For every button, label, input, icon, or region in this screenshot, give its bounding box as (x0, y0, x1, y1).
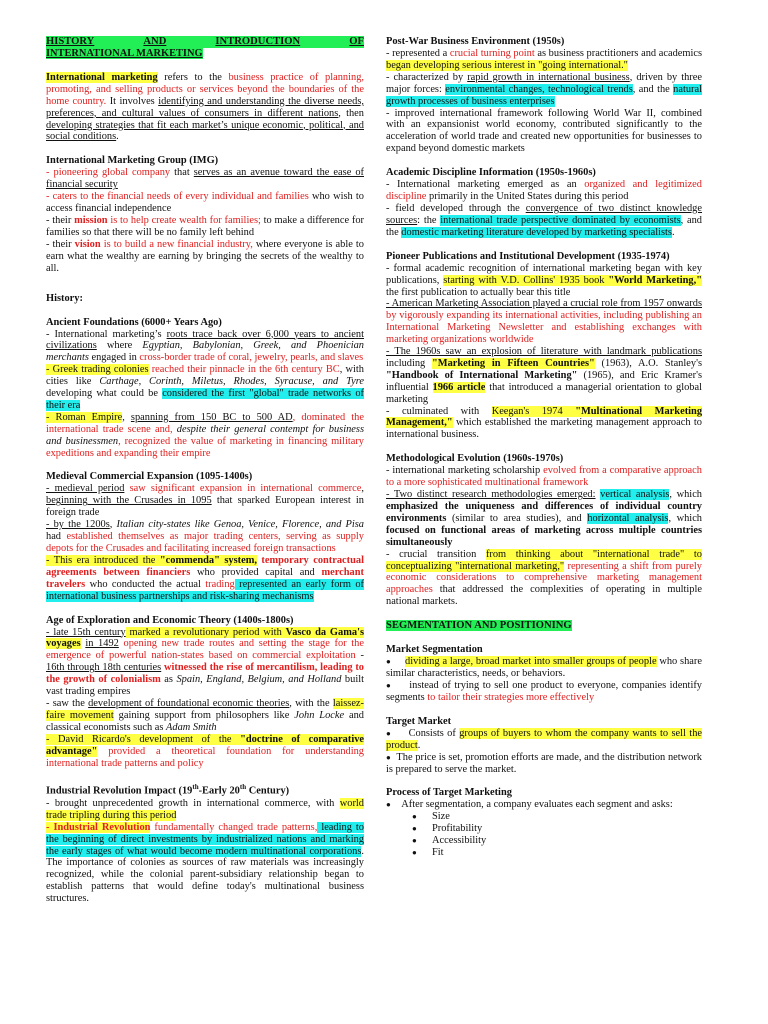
me-p3-a: - crucial transition (386, 548, 486, 560)
anc-p3-red1: , dominated the international trade scene and, (46, 411, 364, 435)
industrial-p1 (46, 798, 364, 822)
exp-p3-hl: - David Ricardo's development of the (46, 733, 241, 745)
method-p2 (386, 489, 702, 549)
method-heading: Methodological Evolution (1960s-1970s) (386, 453, 564, 465)
right-column (386, 36, 702, 859)
ac-p2-d: . (671, 226, 675, 238)
ac-p1-red: organized and legitimized discipline (386, 179, 702, 203)
med-p3-hlb: "commenda" system, (159, 554, 257, 566)
me-p1-a: - international marketing scholarship (386, 465, 544, 477)
exp-p3-red: provided a theoretical foundation for understanding international trade patterns and policy (46, 745, 364, 769)
img-l1-red: - pioneering global company (46, 167, 171, 179)
exp-p2-i: John Locke (294, 709, 345, 721)
exp-p1-i: Spain, England, Belgium, and Holland (176, 674, 342, 686)
anc-p1-i: Egyptian, Babylonian, Greek, and Phoenician merchants (46, 340, 364, 364)
pi-p1-hlb: "World Marketing," (608, 274, 702, 286)
process-criteria-list (386, 811, 702, 859)
pi-p2-red: by vigorously expanding its international activities, including publishing an International Marketing Newsletter and establishing exchanges with marketing organizations worldwide (386, 310, 702, 346)
bullet-icon: ● (386, 800, 391, 810)
anc-p3-i: despite their general contempt for business and businessmen (46, 423, 364, 447)
exp-p1-hl: marked a revolutionary period with (125, 626, 286, 638)
pi-p4-hlb: "Multinational Marketing Management," (386, 405, 703, 429)
ms-b1-a: who share similar characteristics, needs, or behaviors. (386, 656, 702, 680)
bullet-icon: ● (386, 728, 392, 738)
pw-p2-b: , driven by three major forces: (386, 71, 702, 95)
target-heading: Target Market (386, 715, 452, 727)
industrial-p2 (46, 822, 364, 905)
postwar-heading: Post-War Business Environment (1950s) (386, 36, 565, 47)
ind-h-c: Century) (246, 785, 290, 797)
exp-p2-a: - saw the (46, 697, 89, 709)
ind-p2-a: . The importance of colonies as sources of raw materials was increasingly recognized, while the colonial parent-subsidiary relationship began to establish patterns that would define today's multinational business structures. (46, 845, 364, 905)
ac-p2-cy2: domestic marketing literature developed by marketing specialists (401, 226, 672, 238)
med-p3-a: who provided capital and (190, 566, 322, 578)
pw-p2-cy1: environmental changes, technological trends (445, 83, 633, 95)
img-line-3 (46, 215, 364, 239)
medieval-p3 (46, 555, 364, 603)
exp-p1-hlb: Vasco da Gama's voyages (46, 626, 364, 650)
img-l3-d: to make a difference for families so that there will be no family left behind (46, 214, 364, 238)
method-p3 (386, 549, 702, 609)
intro-u1: identifying and understanding the diverse needs, preferences, and cultural values of consumers in different nations (46, 95, 364, 119)
img-l3-a: - their (46, 214, 75, 226)
med-p1-a: , (361, 483, 364, 495)
pioneer-p3 (386, 346, 702, 406)
med-p1-red: saw significant expansion in international commerce (124, 483, 362, 495)
history-label: History: (46, 292, 83, 304)
me-p2-cy1: vertical analysis (600, 489, 670, 501)
me-p2-cy2: horizontal analysis (587, 512, 669, 524)
anc-p3-hl: - Roman Empire (46, 411, 123, 423)
med-p3-redb2: merchant travelers (46, 566, 364, 590)
me-p3-b: that addressed the complexities of operating in multiple national markets. (386, 584, 702, 608)
med-p1-u2: beginning with the Crusades in 1095 (46, 495, 212, 507)
title-word-1: HISTORY (46, 36, 95, 47)
intro-t1: refers to the (157, 71, 229, 83)
exp-p1-d: built vast trading empires (46, 674, 364, 698)
pw-p1-b: as business practitioners and academics (534, 48, 702, 59)
pi-p1-b: the first publication to actually bear this title (386, 286, 571, 298)
process-b1 (386, 799, 702, 811)
pi-p1-hl: starting with V.D. Collins' 1935 book (443, 274, 609, 286)
ac-p2-cy1: international trade perspective dominated by economists (440, 214, 681, 226)
exp-p2-i2: Adam Smith (166, 721, 217, 733)
ancient-p1 (46, 329, 364, 365)
anc-p1-red: cross-border trade of coral, jewelry, pearls, and slaves (139, 352, 364, 364)
postwar-p2 (386, 72, 702, 108)
pioneer-p4 (386, 406, 702, 442)
img-l1-u: serves as an avenue toward the ease of financial security (46, 167, 364, 191)
seg-title-text: SEGMENTATION AND POSITIONING (386, 620, 572, 632)
pi-p3-d: that introduced a managerial orientation to global marketing (386, 381, 702, 405)
postwar-p3: - improved international framework following World War II, combined with an expansionist world economy, contributed significantly to the acceleration of world trade and created new opportunities for businesses to expand beyond domestic markets (386, 107, 702, 155)
title-line-2: INTERNATIONAL MARKETING (46, 48, 203, 59)
exp-p2-hl: laissez-faire movement (46, 697, 365, 721)
img-l2-red: - caters to the financial needs of every individual and families (46, 191, 309, 203)
pw-p1-hl: began developing serious interest in "going international." (386, 59, 628, 71)
exp-p2-b: , with the (289, 697, 333, 709)
me-p2-bb2: focused on functional areas of marketing across multiple countries simultaneously (386, 524, 702, 548)
seg-section-title (386, 620, 702, 632)
bullet-icon: ● (386, 752, 391, 762)
ancient-p2 (46, 364, 364, 412)
anc-p1-a: - International marketing’s (46, 328, 167, 340)
document-title-line1 (46, 36, 364, 48)
img-l4-c: is to build a new financial industry, (100, 238, 253, 250)
pioneer-p2 (386, 298, 702, 346)
document-title-line2 (46, 48, 364, 60)
exp-p1-b: - (355, 650, 364, 662)
ac-p2-u: convergence of two distinct knowledge sources (386, 202, 702, 226)
exp-p1-u2: in 1492 (85, 638, 119, 650)
pw-p1-a: - represented a (386, 48, 450, 59)
ac-p2-b: : the (417, 214, 441, 226)
title-word-4: OF (349, 36, 364, 47)
industrial-heading (46, 781, 364, 797)
pi-p2-u: - American Marketing Association played a crucial role from 1957 onwards (386, 298, 702, 310)
anc-p2-b: developing what could be (46, 388, 163, 400)
img-line-1 (46, 167, 364, 191)
anc-p2-red: reached their pinnacle in the 6th century BC (148, 364, 340, 376)
list-item: ● Profitability (412, 823, 702, 835)
academic-heading: Academic Discipline Information (1950s-1960s) (386, 167, 596, 179)
pr-b1: After segmentation, a company evaluates each segment and asks: (401, 799, 673, 811)
ancient-heading: Ancient Foundations (6000+ Years Ago) (46, 316, 222, 328)
intro-t4: . (116, 131, 119, 143)
me-p1-red: evolved from a comparative approach to a more sophisticated multinational framework (386, 465, 702, 489)
list-item: ● Fit (412, 847, 702, 859)
me-p2-u: - Two distinct research methodologies emerged: (386, 489, 596, 501)
pw-p2-u: rapid growth in international business (467, 71, 630, 83)
pi-p3-c: (1965), and Eric Kramer's influential (386, 369, 702, 393)
ind-h-b: -Early 20 (198, 785, 240, 797)
anc-p1-c: engaged in (88, 352, 140, 364)
exp-p1-u3: 16th through 18th centuries (46, 662, 162, 674)
anc-p2-hl: - Greek trading colonies (46, 364, 149, 376)
market-seg-heading: Market Segmentation (386, 644, 483, 656)
me-p2-b: , which (669, 489, 702, 501)
ms-b1-hl: dividing a large, broad market into smaller groups of people (405, 656, 657, 668)
ind-p2-redb: - Industrial Revolution (46, 821, 151, 833)
market-seg-b1 (386, 656, 702, 680)
pw-p2-c: , and the (632, 83, 674, 95)
medieval-heading: Medieval Commercial Expansion (1095-1400s) (46, 471, 253, 483)
exp-p1-u: - late 15th century (46, 626, 126, 638)
title-word-2: AND (143, 36, 167, 47)
left-column (46, 36, 364, 905)
ind-p2-cy: leading to the beginning of direct investments by industrialized nations and marking the early stages of what would become modern multinational corporations (46, 821, 364, 857)
med-p2-u: - by the 1200s (46, 519, 110, 531)
me-p3-hl: from thinking about "international trade" to conceptualizing "international marketing," (386, 548, 702, 572)
med-p3-redb: temporary contractual agreements between financiers (46, 554, 364, 578)
img-l2-t: who wish to access financial independence (46, 191, 364, 215)
exploration-heading: Age of Exploration and Economic Theory (1400s-1800s) (46, 614, 294, 626)
med-p3-cy: represented an early form of international business partnerships and risk-sharing mechanisms (46, 578, 364, 602)
med-p3-red3: trading (205, 578, 235, 590)
pi-p3-u: - The 1960s saw an explosion of literature with landmark publications (386, 346, 702, 358)
anc-p3-u: spanning from 150 BC to 500 AD (130, 411, 293, 423)
pi-p3-a: including (386, 357, 432, 369)
me-p2-c: (similar to area studies), and (446, 512, 588, 524)
med-p1-u: - medieval period (46, 483, 125, 495)
img-l4-a: - their (46, 238, 75, 250)
img-l1-t: that (170, 167, 194, 179)
pi-p3-hlb3: 1966 article (432, 381, 486, 393)
med-p2-red: established themselves as major trading centers, serving as supply depots for the Crusades and facilitating increased foreign transactions (46, 531, 365, 554)
anc-p3-a: , (122, 411, 131, 423)
pw-p2-cy2: natural growth processes of business enterprises (386, 83, 702, 107)
process-heading: Process of Target Marketing (386, 787, 512, 799)
pi-p3-b: (1963), A.O. Stanley's (594, 357, 702, 369)
img-line-2 (46, 191, 364, 215)
academic-p2 (386, 203, 702, 239)
pioneer-p1 (386, 263, 702, 299)
ac-p2-a: - field developed through the (386, 202, 526, 214)
medieval-p2 (46, 519, 364, 555)
pi-p3-hlb1: "Marketing in Fifteen Countries" (432, 357, 595, 369)
postwar-p1 (386, 48, 702, 72)
target-b2 (386, 752, 702, 776)
exploration-p2 (46, 698, 364, 734)
exp-p1-c: as (160, 674, 177, 686)
pi-p4-b: which established the marketing management approach to international business. (386, 417, 702, 441)
exploration-p3 (46, 734, 364, 770)
exp-p3-hlb: "doctrine of comparative advantage" (46, 733, 365, 757)
exp-p2-u: development of foundational economic theories (88, 697, 290, 709)
tm-b2: The price is set, promotion efforts are made, and the distribution network is prepared to serve the market. (386, 751, 703, 775)
ind-p1-hl: world trade tripling during this period (46, 797, 364, 821)
intro-paragraph (46, 72, 364, 143)
anc-p3-red2: , recognized the value of marketing in financing military expeditions and expanding their empire (46, 435, 364, 459)
pw-p2-a: - characterized by (386, 71, 468, 83)
anc-p1-b: where (96, 340, 143, 352)
ind-h-a: Industrial Revolution Impact (19 (46, 785, 193, 797)
exp-p2-d: and classical economists such as (46, 709, 364, 733)
anc-p2-cy: considered the first "global" trade networks of their era (46, 388, 364, 411)
title-word-3: INTRODUCTION (215, 36, 301, 47)
img-l4-d: where everyone is able to earn what the wealthy are earning by bringing the secrets of the wealthy to all. (46, 238, 364, 274)
intro-t2: It involves (106, 95, 159, 107)
me-p3-red: representing a shift from purely economic considerations to comprehensive marketing management approaches (386, 560, 702, 596)
ac-p1-a: - International marketing emerged as an (386, 179, 585, 191)
pi-p1-a: - formal academic recognition of international marketing began with key publications, (386, 262, 702, 286)
ancient-p3 (46, 412, 364, 460)
ind-p2-red: fundamentally changed trade patterns, (150, 821, 318, 833)
intro-red: business practice of planning, promoting, and selling products or services beyond the boundaries of the home country. (46, 71, 364, 107)
ms-b2-red: to tailor their strategies more effectively (427, 691, 595, 703)
img-l3-b: mission (74, 214, 108, 226)
med-p3-b: who conducted the actual (85, 578, 206, 590)
pw-p1-red: crucial turning point (449, 48, 535, 59)
ind-h-sup2: th (239, 783, 247, 792)
exp-p1-red: opening new trade routes and setting the stage for the emergence of powerful nation-states based on commercial exploitation (46, 638, 364, 662)
ac-p1-b: primarily in the United States during this period (426, 191, 629, 203)
intro-u2: developing strategies that fit each market’s unique economic, political, and social conditions (46, 119, 364, 143)
img-line-4 (46, 239, 364, 275)
ind-h-sup1: th (192, 783, 199, 792)
med-p2-b: had (46, 531, 67, 543)
med-p2-i: Italian city-states like Genoa, Venice, Florence, and Pisa (116, 519, 365, 531)
img-l4-b: vision (74, 238, 101, 250)
list-item: ● Size (412, 811, 702, 823)
tm-b1-b: . (417, 739, 421, 751)
tm-b1-a: Consists of (408, 727, 460, 739)
method-p1 (386, 465, 702, 489)
me-p2-d: , which (668, 512, 703, 524)
anc-p2-a: , with cities like (46, 364, 365, 388)
med-p1-b: that sparked European interest in foreign trade (46, 495, 364, 519)
anc-p2-i: Carthage, Corinth, Miletus, Rhodes, Syracuse, and Tyre (99, 376, 364, 388)
ind-p1-a: - brought unprecedented growth in international commerce, with (46, 797, 340, 809)
anc-p1-u: roots trace back over 6,000 years to ancient civilizations (46, 328, 364, 352)
bullet-icon: ● (386, 680, 392, 690)
img-l3-c: is to help create wealth for families; (107, 214, 261, 226)
tm-b1-hl: groups of buyers to whom the company wants to sell the product (386, 727, 702, 751)
exp-p2-c: gaining support from philosophers like (113, 709, 295, 721)
pioneer-heading: Pioneer Publications and Institutional Development (1935-1974) (386, 250, 670, 262)
exploration-p1 (46, 627, 364, 698)
med-p3-hl: - This era introduced the (46, 554, 160, 566)
medieval-p1 (46, 483, 364, 519)
med-p2-a: , (109, 519, 117, 531)
intro-t3: , then (338, 107, 364, 119)
pi-p4-a: - culminated with (386, 405, 492, 417)
intro-term: International marketing (46, 71, 158, 83)
list-item: ● Accessibility (412, 835, 702, 847)
pi-p3-hlb2: "Handbook of International Marketing" (386, 369, 578, 381)
ac-p2-c: , and the (386, 214, 702, 238)
exp-p1-redb: witnessed the rise of mercantilism, leading to the growth of colonialism (46, 662, 364, 686)
img-heading: International Marketing Group (IMG) (46, 155, 219, 167)
market-seg-b2 (386, 680, 702, 704)
ms-b2-a: instead of trying to sell one product to everyone, companies identify segments (386, 679, 702, 703)
pi-p4-hl: Keegan's 1974 (491, 405, 576, 417)
academic-p1 (386, 179, 702, 203)
target-b1 (386, 728, 702, 752)
me-p2-bb: emphasized the uniqueness and differences of individual country environments (386, 501, 702, 524)
bullet-icon: ● (386, 657, 392, 667)
